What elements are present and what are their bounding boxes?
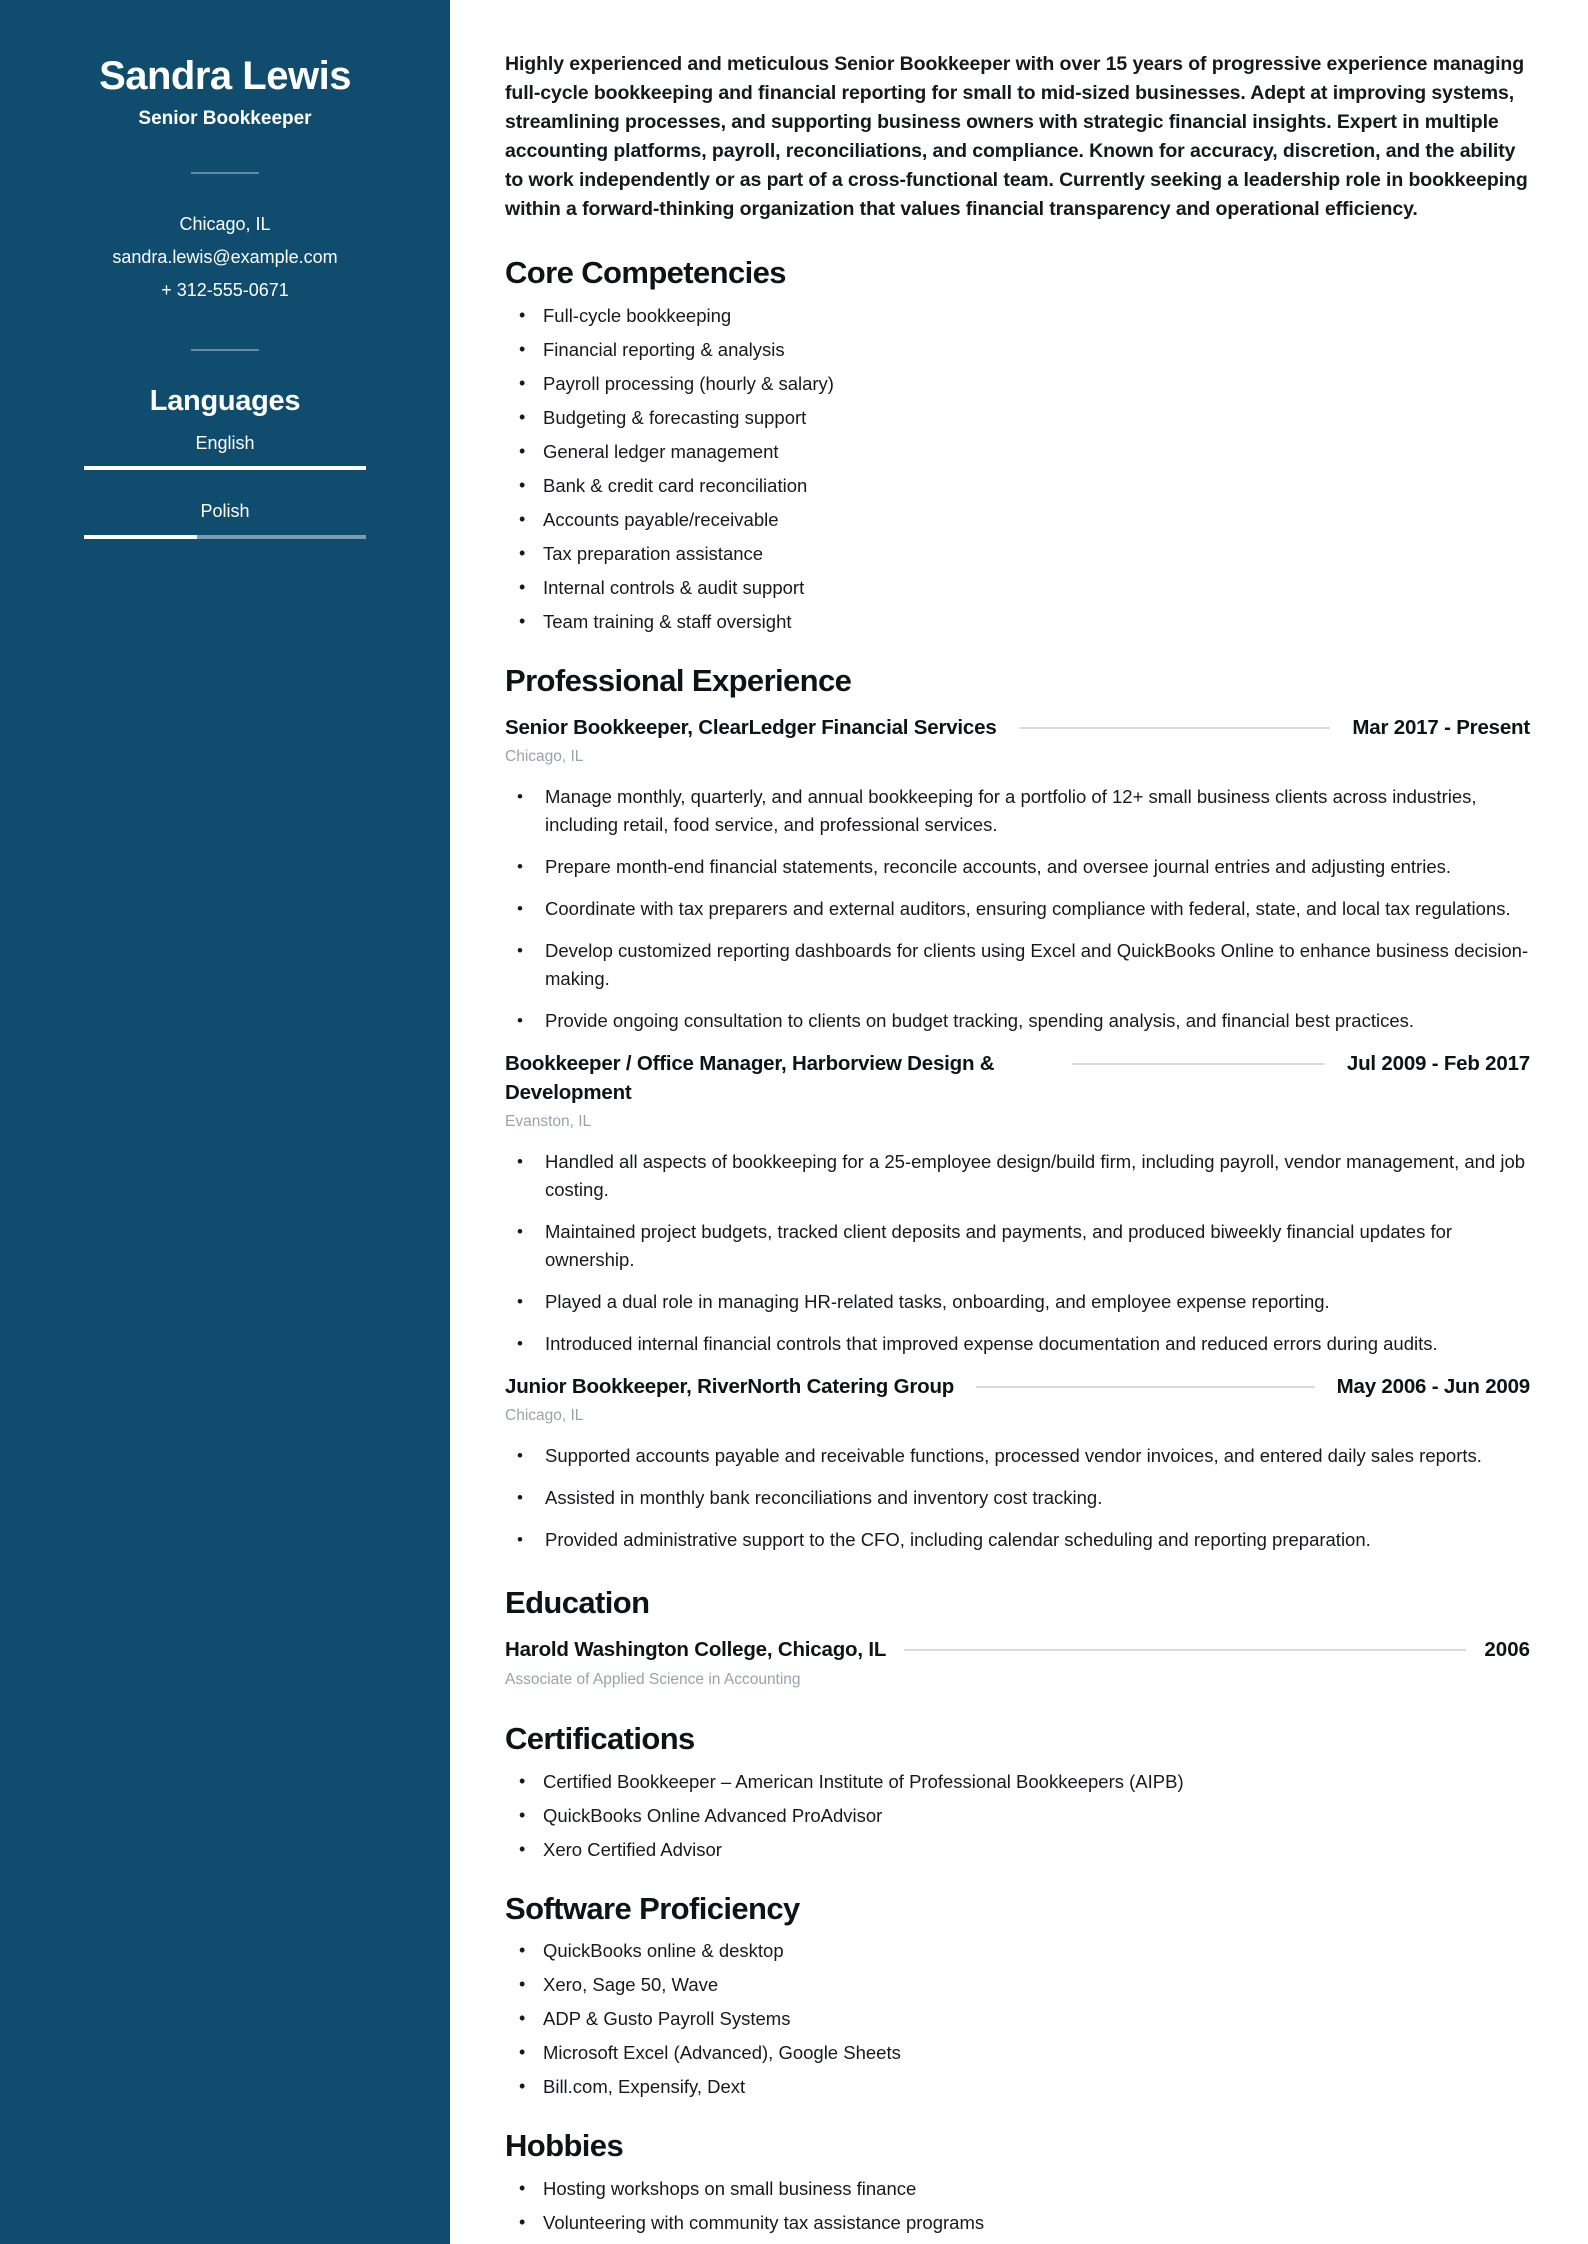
job-title: Junior Bookkeeper, RiverNorth Catering Group — [505, 1374, 955, 1398]
list-item: • Full-cycle bookkeeping — [505, 305, 1530, 326]
certifications-list — [505, 1771, 1530, 1860]
job-bullet: • Develop customized reporting dashboards for clients using Excel and QuickBooks Online to enhance business decision-making. — [505, 937, 1530, 993]
job-bullet: • Played a dual role in managing HR-related tasks, onboarding, and employee expense reporting. — [505, 1288, 1530, 1316]
job-bullet: • Coordinate with tax preparers and external auditors, ensuring compliance with federal, state, and local tax regulations. — [505, 895, 1530, 923]
job-location: Chicago, IL — [505, 1406, 584, 1424]
language-item — [40, 500, 410, 538]
education-heading: Education — [505, 1584, 650, 1620]
section-hobbies — [505, 2127, 1530, 2233]
language-level-track — [84, 466, 365, 470]
core-competencies-heading: Core Competencies — [505, 255, 786, 290]
job-bullet: • Prepare month-end financial statements, reconcile accounts, and oversee journal entries and adjusting entries. — [505, 853, 1530, 881]
list-item: • Financial reporting & analysis — [505, 339, 1530, 360]
list-item: • Microsoft Excel (Advanced), Google Sheets — [505, 2042, 1530, 2063]
experience-heading: Professional Experience — [505, 662, 852, 698]
list-item: • Bank & credit card reconciliation — [505, 475, 1530, 496]
job-title: Bookkeeper / Office Manager, Harborview Design & Development — [505, 1051, 995, 1104]
section-certifications — [505, 1720, 1530, 1860]
job-title: Senior Bookkeeper, ClearLedger Financial Services — [505, 715, 997, 739]
job-bullet: • Handled all aspects of bookkeeping for a 25-employee design/build firm, including payroll, vendor management, and job costing. — [505, 1148, 1530, 1204]
software-list — [505, 1940, 1530, 2097]
education-school: Harold Washington College, Chicago, IL — [505, 1637, 887, 1661]
list-item: • Payroll processing (hourly & salary) — [505, 373, 1530, 394]
job-header — [505, 713, 1530, 742]
job-bullet: • Provide ongoing consultation to clients on budget tracking, spending analysis, and financial best practices. — [505, 1007, 1530, 1035]
job-bullet: • Supported accounts payable and receivable functions, processed vendor invoices, and entered daily sales reports. — [505, 1442, 1530, 1470]
language-level-bar — [84, 466, 365, 470]
language-level-bar — [84, 535, 196, 539]
job-divider-line — [1019, 727, 1331, 729]
job-header — [505, 1372, 1530, 1401]
education-degree: Associate of Applied Science in Accounting — [505, 1670, 801, 1688]
job-entry — [505, 713, 1530, 1035]
resume-body — [450, 0, 1588, 2244]
hobbies-heading: Hobbies — [505, 2128, 624, 2164]
job-bullet: • Maintained project budgets, tracked client deposits and payments, and produced biweekly financial updates for ownership. — [505, 1218, 1530, 1274]
core-competencies-list — [505, 305, 1530, 632]
section-software-proficiency — [505, 1890, 1530, 2098]
section-experience — [505, 662, 1530, 1554]
list-item: • Xero, Sage 50, Wave — [505, 1974, 1530, 1995]
sidebar-divider — [191, 172, 259, 174]
education-year: 2006 — [1484, 1637, 1530, 1661]
job-dates: May 2006 - Jun 2009 — [1336, 1374, 1530, 1398]
list-item: • Hosting workshops on small business finance — [505, 2178, 1530, 2199]
job-bullet: • Manage monthly, quarterly, and annual bookkeeping for a portfolio of 12+ small business clients across industries, including retail, food service, and professional services. — [505, 783, 1530, 839]
languages-heading: Languages — [149, 385, 301, 417]
jobs-list — [505, 713, 1530, 1554]
job-entry — [505, 1372, 1530, 1554]
job-entry — [505, 1049, 1530, 1358]
list-item: • Budgeting & forecasting support — [505, 407, 1530, 428]
job-bullets — [505, 1148, 1530, 1358]
section-core-competencies — [505, 254, 1530, 632]
education-row — [505, 1635, 1530, 1664]
job-dates: Mar 2017 - Present — [1352, 715, 1530, 739]
job-bullet: • Provided administrative support to the CFO, including calendar scheduling and reporting preparation. — [505, 1526, 1530, 1554]
language-name: Polish — [200, 501, 250, 522]
list-item: • QuickBooks online & desktop — [505, 1940, 1530, 1961]
list-item: • QuickBooks Online Advanced ProAdvisor — [505, 1805, 1530, 1826]
contact-block — [40, 208, 410, 307]
list-item: • Xero Certified Advisor — [505, 1839, 1530, 1860]
job-bullets — [505, 1442, 1530, 1554]
job-location: Chicago, IL — [505, 747, 584, 765]
contact-location: Chicago, IL — [179, 214, 271, 234]
languages-list — [40, 432, 410, 539]
job-dates: Jul 2009 - Feb 2017 — [1346, 1051, 1530, 1075]
list-item: • Internal controls & audit support — [505, 577, 1530, 598]
section-education — [505, 1584, 1530, 1690]
contact-email: sandra.lewis@example.com — [112, 247, 338, 267]
list-item: • Volunteering with community tax assistance programs — [505, 2212, 1530, 2233]
job-bullets — [505, 783, 1530, 1035]
language-level-track — [84, 535, 365, 539]
candidate-title: Senior Bookkeeper — [138, 108, 312, 129]
language-name: English — [195, 433, 255, 453]
list-item: • Tax preparation assistance — [505, 543, 1530, 564]
list-item: • Certified Bookkeeper – American Institute of Professional Bookkeepers (AIPB) — [505, 1771, 1530, 1792]
contact-phone: + 312-555-0671 — [161, 280, 289, 300]
job-location: Evanston, IL — [505, 1112, 592, 1130]
certifications-heading: Certifications — [505, 1720, 695, 1756]
job-divider-line — [976, 1386, 1315, 1388]
list-item: • ADP & Gusto Payroll Systems — [505, 2008, 1530, 2029]
list-item: • Team training & staff oversight — [505, 611, 1530, 632]
candidate-name: Sandra Lewis — [99, 54, 351, 98]
job-bullet: • Introduced internal financial controls that improved expense documentation and reduced errors during audits. — [505, 1330, 1530, 1358]
software-proficiency-heading: Software Proficiency — [505, 1890, 800, 1926]
sidebar — [0, 0, 450, 2244]
hobbies-list — [505, 2178, 1530, 2233]
summary-paragraph: Highly experienced and meticulous Senior Bookkeeper with over 15 years of progressive experience managing full-cycle bookkeeping and financial reporting for small to mid-sized businesses. Adept at improving systems, streamlining processes, and supporting business owners with strategic financial insights. Expert in multiple accounting platforms, payroll, reconciliations, and compliance. Known for accuracy, discretion, and the ability to work independently or as part of a cross-functional team. Currently seeking a leadership role in bookkeeping within a forward-thinking organization that values financial transparency and operational efficiency. — [505, 53, 1528, 220]
education-divider-line — [904, 1649, 1466, 1651]
list-item: • Accounts payable/receivable — [505, 509, 1530, 530]
sidebar-divider — [191, 349, 259, 351]
language-item — [40, 432, 410, 470]
job-header — [505, 1049, 1530, 1107]
job-bullet: • Assisted in monthly bank reconciliations and inventory cost tracking. — [505, 1484, 1530, 1512]
job-divider-line — [1072, 1063, 1325, 1065]
list-item: • General ledger management — [505, 441, 1530, 462]
list-item: • Bill.com, Expensify, Dext — [505, 2076, 1530, 2097]
